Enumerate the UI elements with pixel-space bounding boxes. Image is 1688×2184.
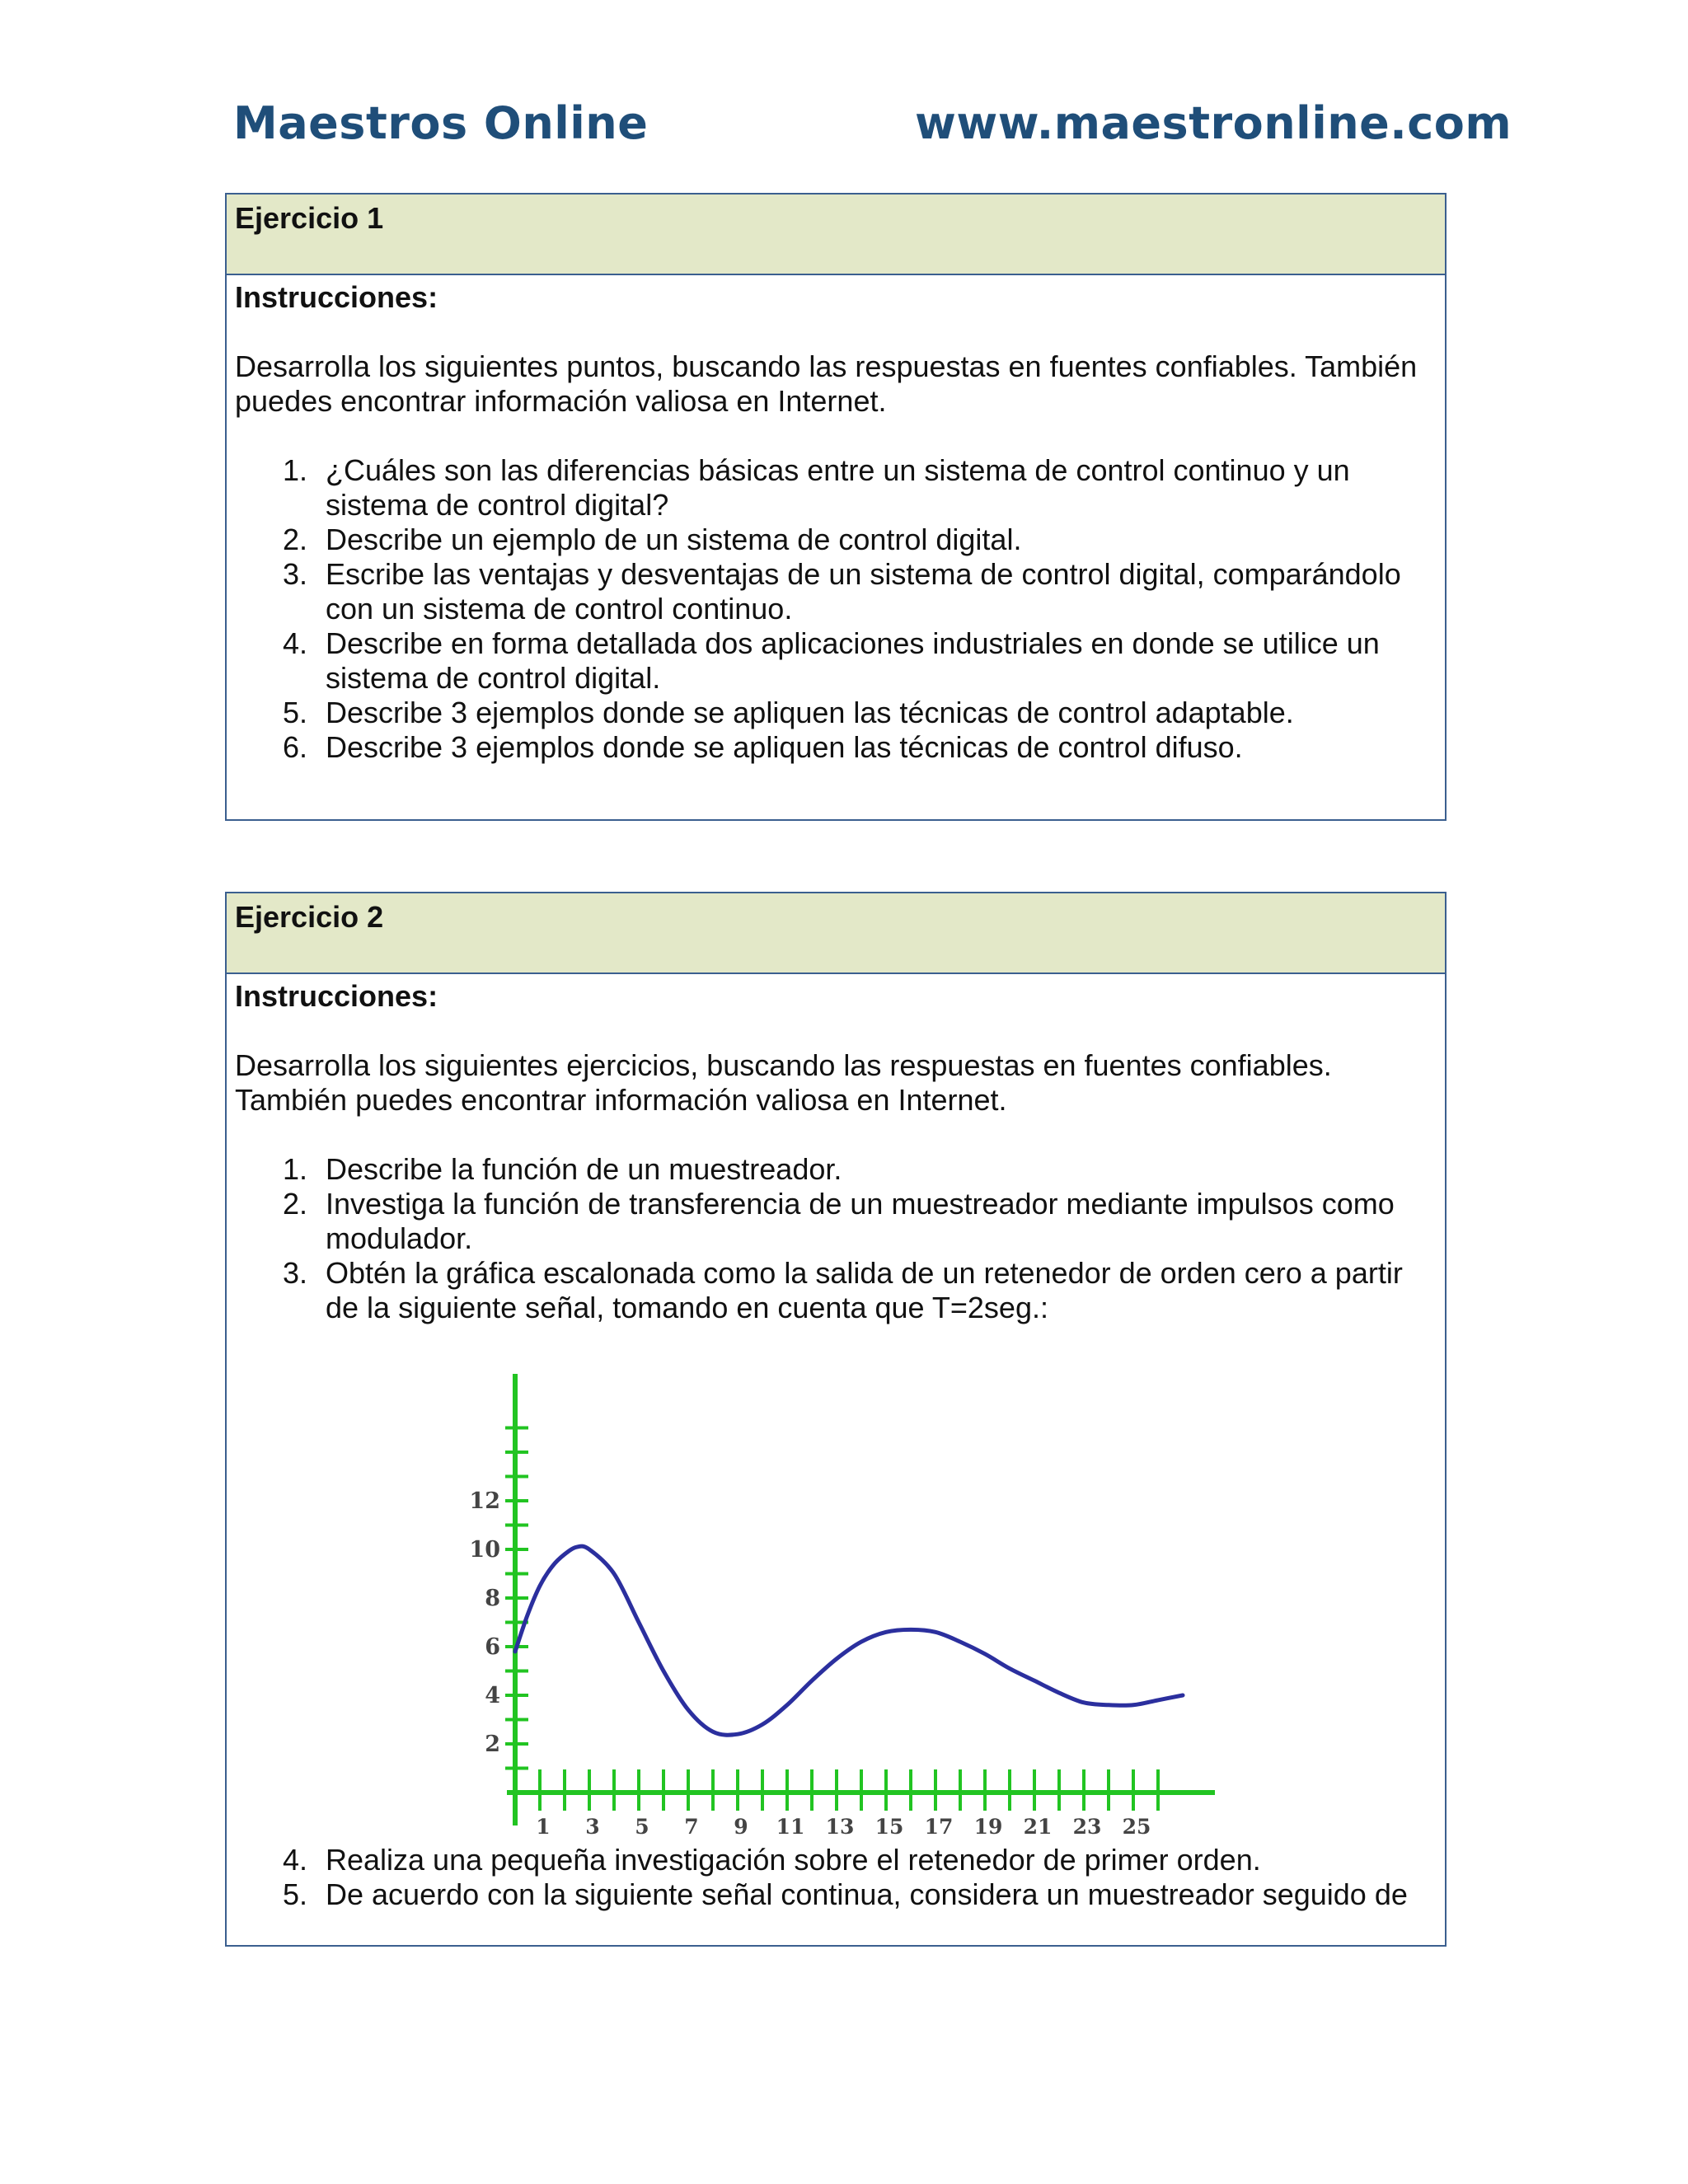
brand-title: Maestros Online <box>233 97 649 149</box>
x-tick-label: 7 <box>684 1815 699 1839</box>
list-item <box>235 557 1432 626</box>
list-item <box>235 730 1432 765</box>
exercise-1-body <box>227 280 1445 765</box>
instructions-label: Instrucciones: <box>235 280 438 314</box>
y-tick-label: 12 <box>469 1488 500 1514</box>
x-tick-label: 9 <box>734 1815 748 1839</box>
x-tick-label: 25 <box>1122 1815 1151 1839</box>
exercise-1-title: Ejercicio 1 <box>227 194 1445 275</box>
item-number: 2. <box>282 523 307 556</box>
instructions-label: Instrucciones: <box>235 979 438 1013</box>
x-tick-label: 17 <box>924 1815 954 1839</box>
x-tick-label: 5 <box>635 1815 649 1839</box>
website-url[interactable]: www.maestronline.com <box>915 97 1512 149</box>
item-text: Escribe las ventajas y desventajas de un sistema de control digital, comparándolo con un sistema de control continuo. <box>326 557 1401 626</box>
exercise-2-list-b <box>235 1843 1432 1912</box>
y-tick-label: 2 <box>485 1732 500 1757</box>
item-text: Describe un ejemplo de un sistema de control digital. <box>326 523 1022 556</box>
exercise-2-title: Ejercicio 2 <box>227 893 1445 974</box>
exercise-2-list-a <box>235 1152 1432 1325</box>
x-tick-label: 11 <box>776 1815 805 1839</box>
item-text: Investiga la función de transferencia de un muestreador mediante impulsos como modulador. <box>326 1187 1395 1255</box>
list-item <box>235 1843 1432 1877</box>
y-tick-label: 4 <box>485 1683 500 1708</box>
x-tick-label: 3 <box>585 1815 600 1839</box>
item-number: 3. <box>282 557 307 591</box>
item-number: 1. <box>282 453 307 487</box>
item-number: 6. <box>282 730 307 764</box>
list-item <box>235 1152 1432 1187</box>
item-text: Describe en forma detallada dos aplicaciones industriales en donde se utilice un sistema de control digital. <box>326 626 1380 695</box>
y-tick-label: 8 <box>485 1586 500 1611</box>
item-text: Describe la función de un muestreador. <box>326 1152 842 1186</box>
list-item <box>235 1877 1432 1912</box>
x-tick-label: 15 <box>874 1815 904 1839</box>
item-number: 5. <box>282 696 307 729</box>
item-number: 2. <box>282 1187 307 1221</box>
item-text: ¿Cuáles son las diferencias básicas entre un sistema de control continuo y un sistema de control digital? <box>326 453 1350 522</box>
list-item <box>235 1256 1432 1325</box>
x-tick-label: 19 <box>973 1815 1003 1839</box>
item-number: 3. <box>282 1256 307 1290</box>
item-number: 1. <box>282 1152 307 1186</box>
item-number: 4. <box>282 626 307 660</box>
item-text: Obtén la gráfica escalonada como la salida de un retenedor de orden cero a partir de la siguiente señal, tomando en cuenta que T=2seg.: <box>326 1256 1403 1324</box>
x-tick-label: 13 <box>825 1815 855 1839</box>
item-text: Realiza una pequeña investigación sobre el retenedor de primer orden. <box>326 1843 1261 1877</box>
instructions-intro: Desarrolla los siguientes puntos, buscando las respuestas en fuentes confiables. También puedes encontrar información valiosa en Internet. <box>235 349 1418 418</box>
x-tick-label: 23 <box>1072 1815 1102 1839</box>
signal-series-line <box>515 1546 1183 1735</box>
y-tick-label: 10 <box>469 1537 500 1563</box>
list-item <box>235 453 1432 523</box>
item-text: Describe 3 ejemplos donde se apliquen las técnicas de control adaptable. <box>326 696 1294 729</box>
y-tick-label: 6 <box>485 1634 500 1660</box>
instructions-intro: Desarrolla los siguientes ejercicios, buscando las respuestas en fuentes confiables. También puedes encontrar información valiosa en Internet. <box>235 1048 1332 1117</box>
list-item <box>235 696 1432 730</box>
x-tick-label: 21 <box>1023 1815 1053 1839</box>
exercise-1-box <box>225 193 1447 821</box>
signal-chart <box>445 1364 1220 1842</box>
item-number: 5. <box>282 1877 307 1911</box>
item-number: 4. <box>282 1843 307 1877</box>
item-text: Describe 3 ejemplos donde se apliquen las técnicas de control difuso. <box>326 730 1243 764</box>
item-text: De acuerdo con la siguiente señal continua, considera un muestreador seguido de <box>326 1877 1408 1911</box>
list-item <box>235 1187 1432 1256</box>
list-item <box>235 626 1432 696</box>
list-item <box>235 523 1432 557</box>
x-tick-label: 1 <box>536 1815 551 1839</box>
exercise-1-list <box>235 453 1432 765</box>
